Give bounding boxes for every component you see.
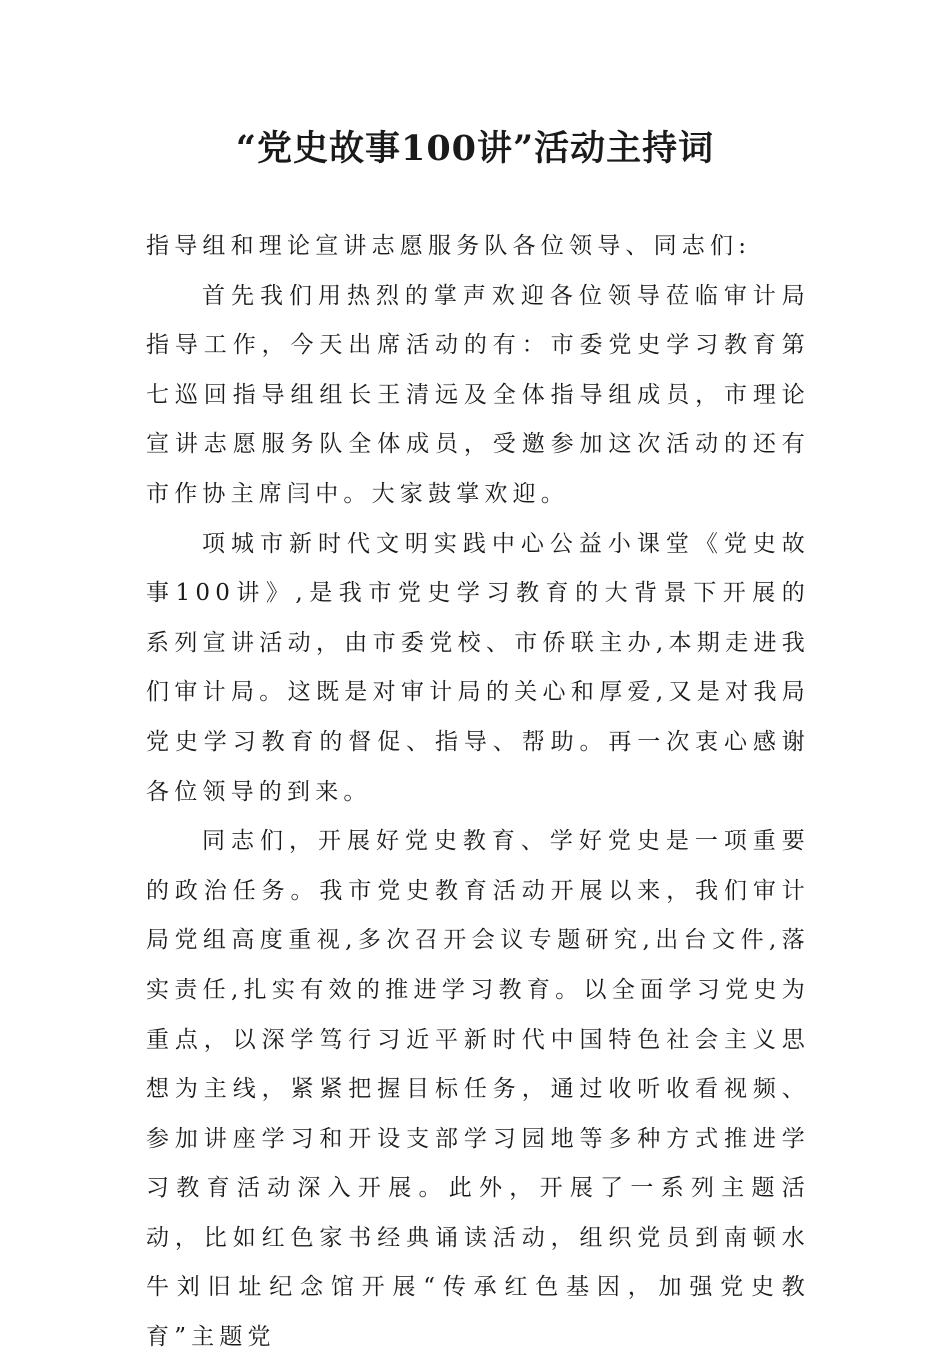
document-body — [146, 222, 810, 1363]
document-title: “党史故事100讲”活动主持词 — [235, 128, 715, 169]
paragraph-welcome: 首先我们用热烈的掌声欢迎各位领导莅临审计局指导工作，今天出席活动的有：市委党史学习教育第七巡回指导组组长王清远及全体指导组成员，市理论宣讲志愿服务队全体成员，受邀参加这次活动的还有市作协主席闫中。大家鼓掌欢迎。 — [146, 282, 810, 507]
paragraph-education-work: 同志们，开展好党史教育、学好党史是一项重要的政治任务。我市党史教育活动开展以来，我们审计局党组高度重视,多次召开会议专题研究,出台文件,落实责任,扎实有效的推进学习教育。以全面学习党史为重点，以深学笃行习近平新时代中国特色社会主义思想为主线，紧紧把握目标任务，通过收听收看视频、参加讲座学习和开设支部学习园地等多种方式推进学习教育活动深入开展。此外，开展了一系列主题活动，比如红色家书经典诵读活动，组织党员到南顿水牛刘旧址纪念馆开展“传承红色基因，加强党史教育”主题党 — [146, 828, 810, 1351]
salutation: 指导组和理论宣讲志愿服务队各位领导、同志们: — [146, 233, 752, 259]
paragraph-event-intro: 项城市新时代文明实践中心公益小课堂《党史故事100讲》,是我市党史学习教育的大背景下开展的系列宣讲活动，由市委党校、市侨联主办,本期走进我们审计局。这既是对审计局的关心和厚爱,又是对我局党史学习教育的督促、指导、帮助。再一次衷心感谢各位领导的到来。 — [146, 530, 810, 805]
